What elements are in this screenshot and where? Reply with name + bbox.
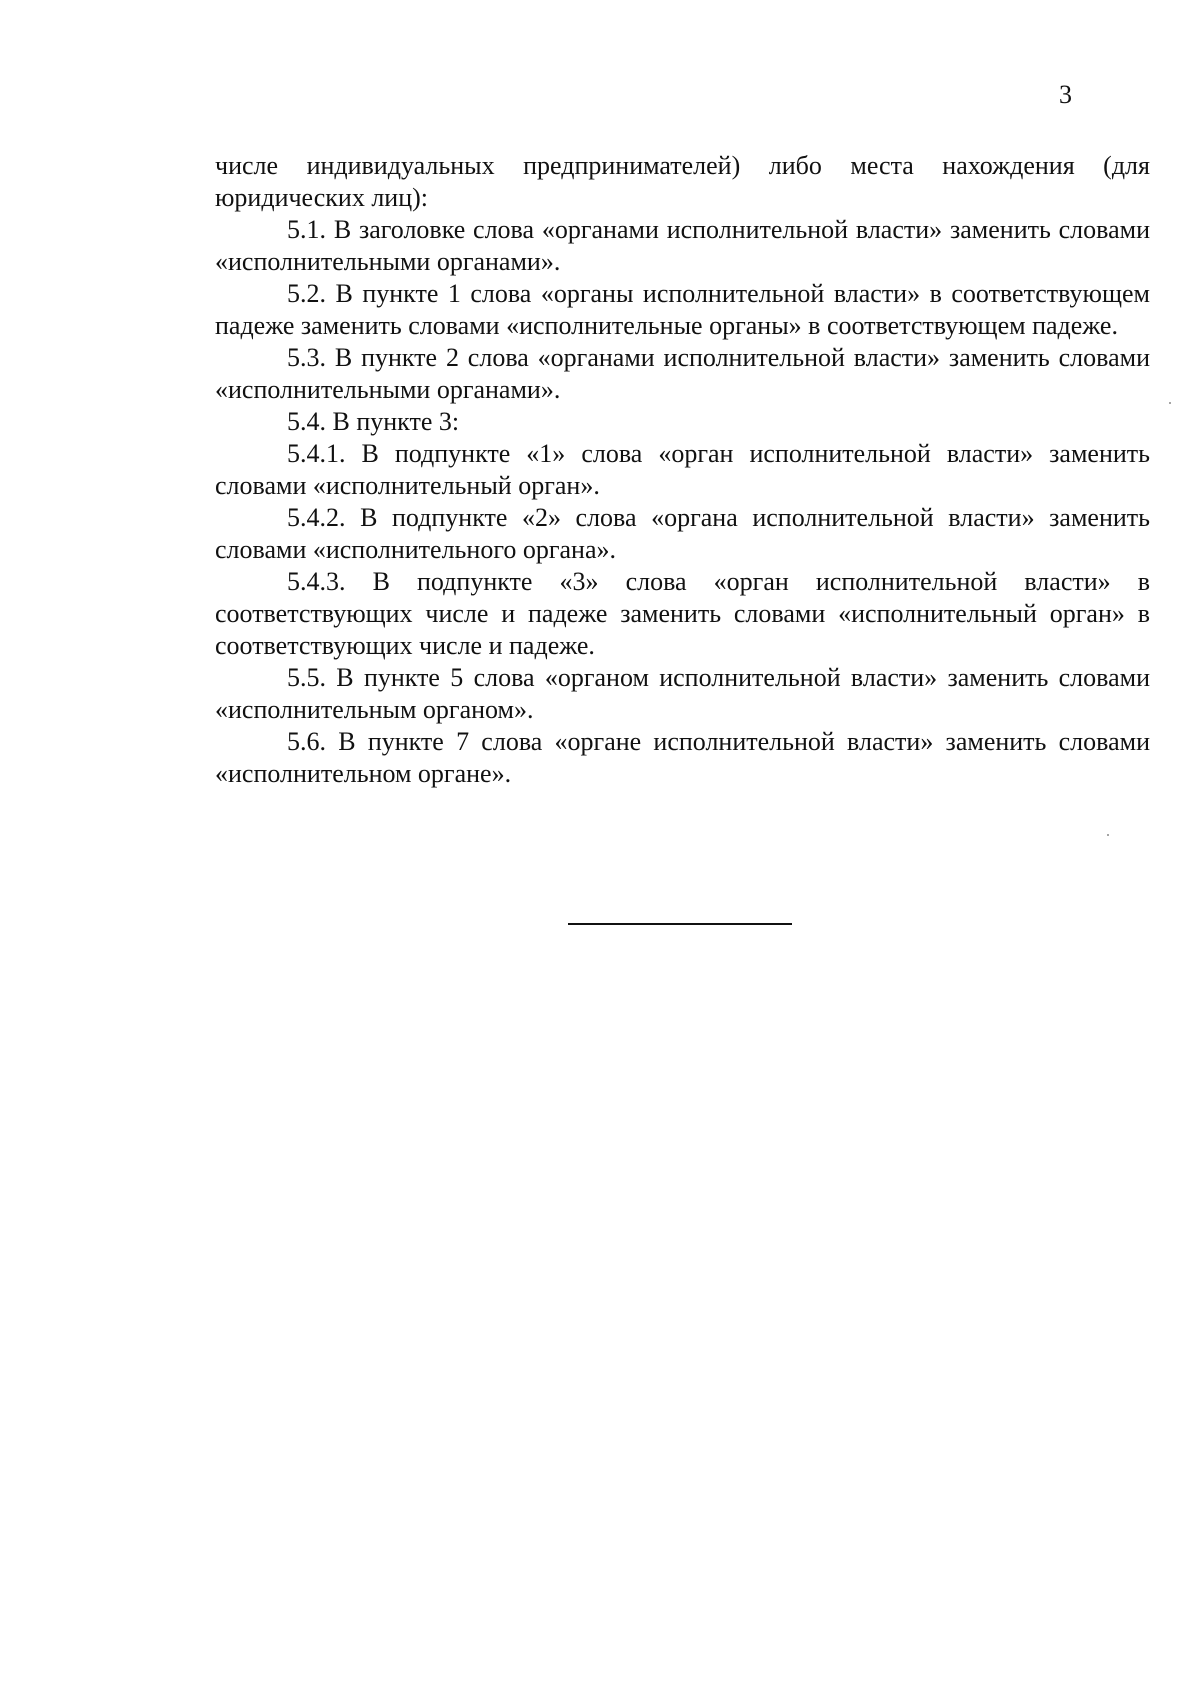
paragraph-item-5-4: 5.4. В пункте 3: — [287, 407, 460, 436]
paragraph-item-5-4-1: 5.4.1. В подпункте «1» слова «орган исполнительной власти» заменить словами «исполнительный орган». — [215, 439, 1150, 500]
paragraph-item-5-4-2: 5.4.2. В подпункте «2» слова «органа исполнительной власти» заменить словами «исполнительного органа». — [215, 503, 1150, 564]
document-body — [215, 150, 1150, 790]
paragraph-item-5-4-3: 5.4.3. В подпункте «3» слова «орган исполнительной власти» в соответствующих числе и падеже заменить словами «исполнительный орган» в соответствующих числе и падеже. — [215, 567, 1150, 660]
paragraph-continuation: числе индивидуальных предпринимателей) либо места нахождения (для юридических лиц): — [215, 151, 1150, 212]
paragraph-item-5-5: 5.5. В пункте 5 слова «органом исполнительной власти» заменить словами «исполнительным органом». — [215, 663, 1150, 724]
paragraph-item-5-2: 5.2. В пункте 1 слова «органы исполнительной власти» в соответствующем падеже заменить словами «исполнительные органы» в соответствующем падеже. — [215, 279, 1150, 340]
page-number: 3 — [1059, 80, 1072, 109]
paragraph-item-5-6: 5.6. В пункте 7 слова «органе исполнительной власти» заменить словами «исполнительном органе». — [215, 727, 1150, 788]
paragraph-item-5-1: 5.1. В заголовке слова «органами исполнительной власти» заменить словами «исполнительными органами». — [215, 215, 1150, 276]
scan-speck — [1169, 402, 1171, 404]
paragraph-item-5-3: 5.3. В пункте 2 слова «органами исполнительной власти» заменить словами «исполнительными органами». — [215, 343, 1150, 404]
closing-rule-divider — [568, 923, 792, 925]
scan-speck — [1107, 834, 1109, 836]
